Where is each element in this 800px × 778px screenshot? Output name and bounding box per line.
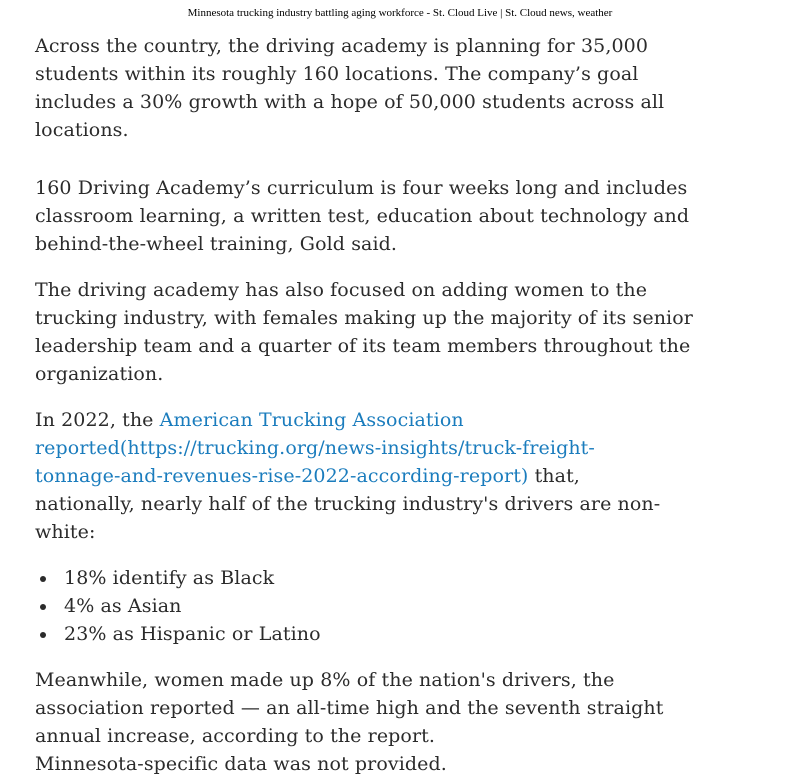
bullet-list	[35, 564, 775, 648]
paragraph: The driving academy has also focused on adding women to the trucking industry, with females making up the majority of its senior leadership team and a quarter of its team members throughout the organization.	[35, 279, 693, 385]
paragraph: Across the country, the driving academy is planning for 35,000 students within its roughly 160 locations. The company’s goal includes a 30% growth with a hope of 50,000 students across all locations.	[35, 35, 665, 141]
print-header-title: Minnesota trucking industry battling aging workforce - St. Cloud Live | St. Cloud news, weather	[187, 7, 613, 19]
article-body	[35, 32, 775, 778]
list-item: • 4% as Asian	[58, 592, 775, 620]
paragraph: In 2022, the American Trucking Association reported(https://trucking.org/news-insights/truck-freight- tonnage-and-revenues-rise-2022-according-report) that, nationally, nearly half of the trucking industry's drivers are non- white:	[35, 409, 661, 543]
print-header	[0, 0, 800, 20]
ata-report-link[interactable]: American Trucking Association reported(https://trucking.org/news-insights/truck-freight- tonnage-and-revenues-rise-2022-according-report)	[35, 409, 595, 487]
paragraph: 160 Driving Academy’s curriculum is four weeks long and includes classroom learning, a written test, education about technology and behind-the-wheel training, Gold said.	[35, 177, 690, 255]
list-item: • 18% identify as Black	[58, 564, 775, 592]
list-item: • 23% as Hispanic or Latino	[58, 620, 775, 648]
paragraph: Meanwhile, women made up 8% of the nation's drivers, the association reported — an all-time high and the seventh straight annual increase, according to the report. Minnesota-specific data was not provided.	[35, 669, 664, 775]
